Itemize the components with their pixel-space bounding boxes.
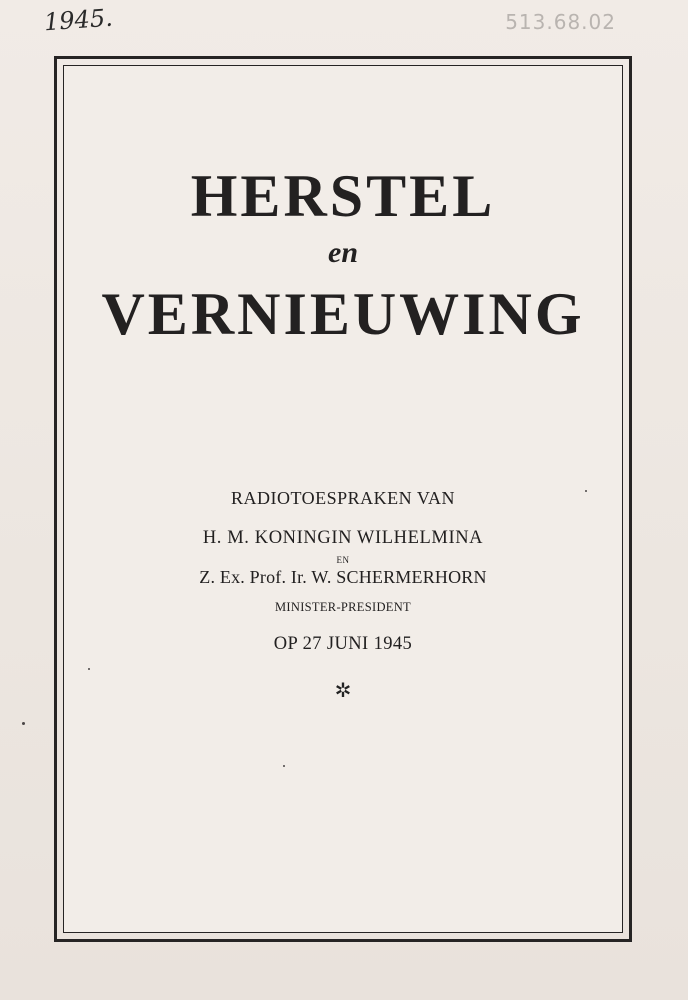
paper-speck [88,668,90,670]
title-herstel: HERSTEL [190,163,496,229]
paper-speck [22,722,25,725]
subtitle-minister-president: MINISTER-PRESIDENT [275,600,411,614]
paper-speck [585,490,587,492]
handwritten-year-note: 1945. [43,3,114,37]
paper-speck [283,765,285,767]
subtitle-radiotoespraken: RADIOTOESPRAKEN VAN [230,488,456,508]
library-stamp-number: 513.68.02 [505,10,616,34]
subtitle-schermerhorn: Z. Ex. Prof. Ir. W. SCHERMERHORN [199,567,487,587]
subtitle-en: EN [336,555,350,565]
asterism-ornament-icon: ✲ [334,678,352,702]
subtitle-date: OP 27 JUNI 1945 [273,634,413,654]
title-vernieuwing: VERNIEUWING [101,281,585,347]
title-en: en [328,236,358,269]
subtitle-koningin: H. M. KONINGIN WILHELMINA [202,528,484,548]
